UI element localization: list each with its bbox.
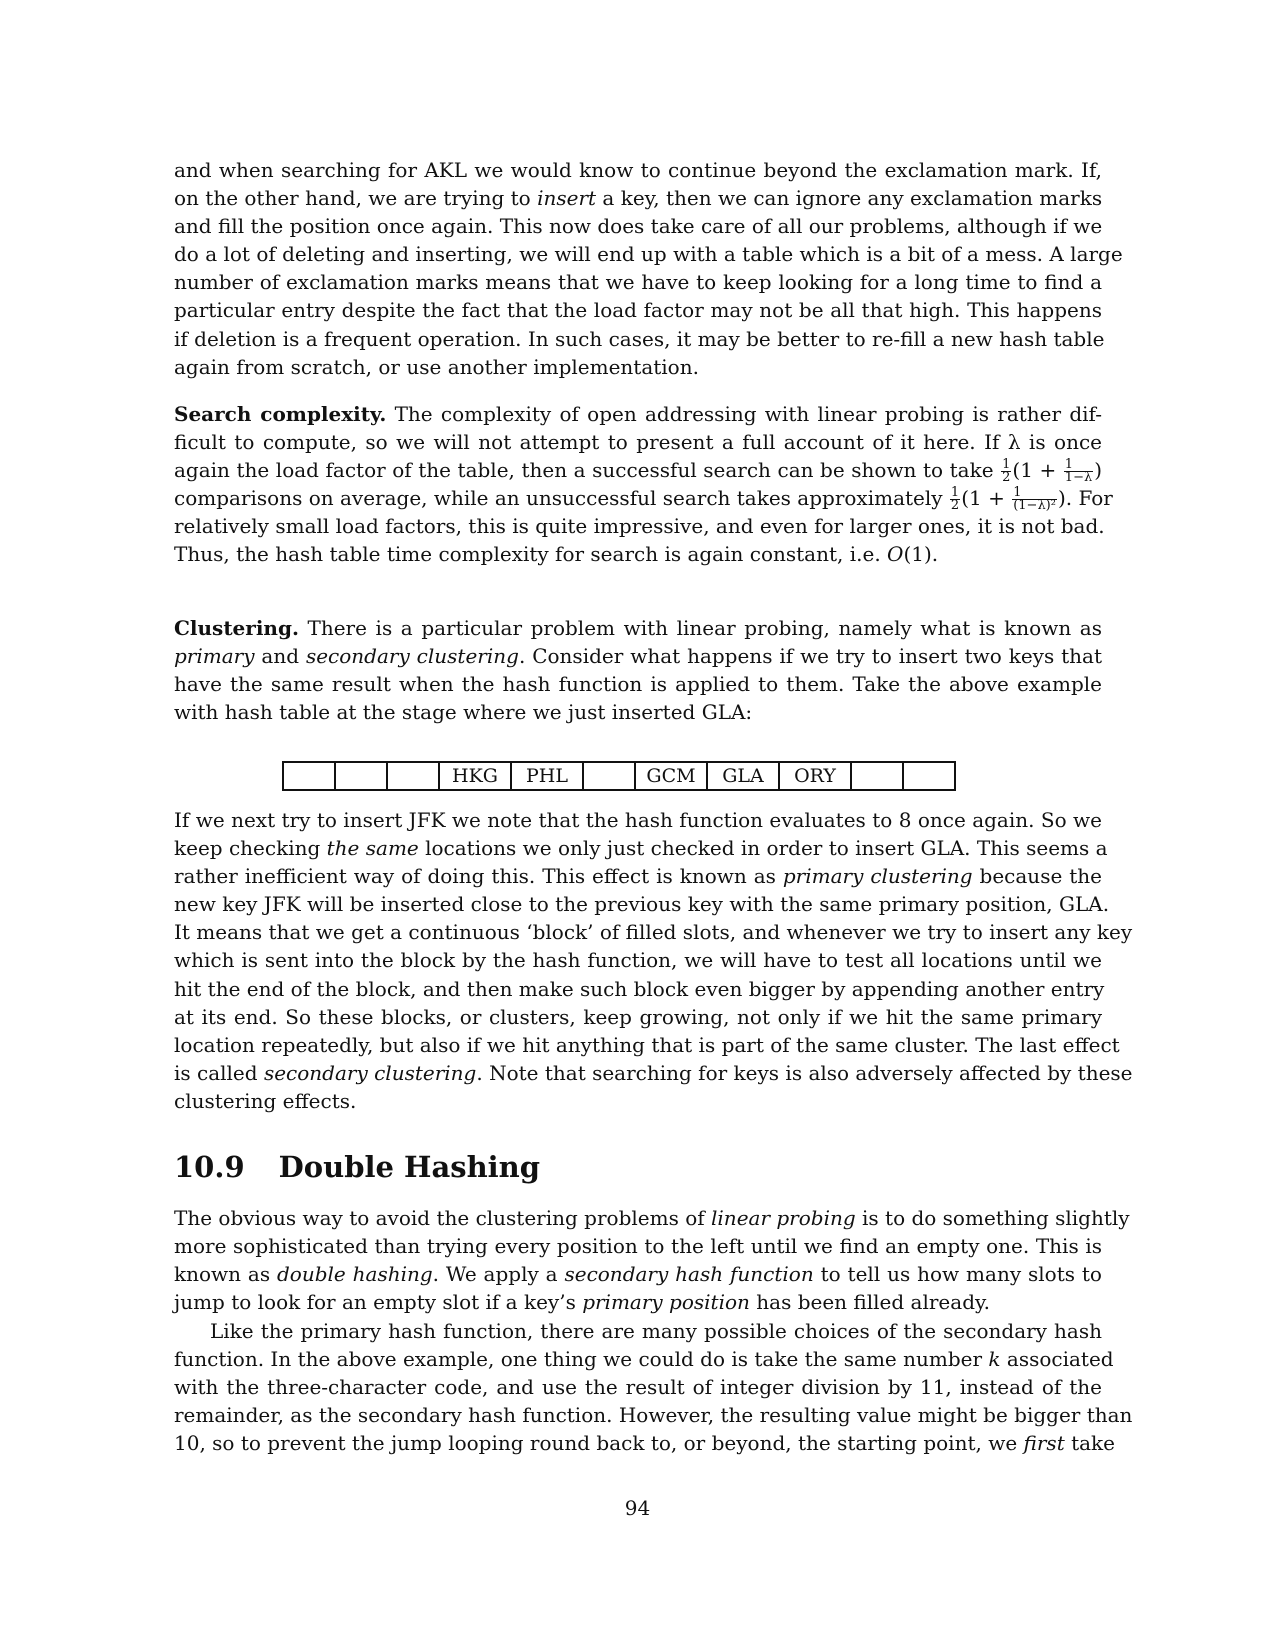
table-cell	[903, 762, 955, 790]
table-cell	[851, 762, 903, 790]
table-cell	[283, 762, 335, 790]
text-line: again the load factor of the table, then a successful search can be shown to take $\frac{1}{2}$ (1 + $\frac{1}{1-\lambda}$ )	[174, 457, 1103, 486]
text-line: again from scratch, or use another implementation.	[174, 354, 699, 379]
text-line: with the three-character code, and use the result of integer division by 11, instead of the	[174, 1375, 1102, 1400]
text-line: have the same result when the hash function is applied to them. Take the above example	[174, 672, 1102, 697]
text-line: with hash table at the stage where we just inserted GLA:	[174, 700, 753, 725]
section-heading	[174, 1150, 540, 1184]
hash-table	[282, 761, 956, 791]
section-number: 10.9	[174, 1150, 245, 1184]
text-line: at its end. So these blocks, or clusters, keep growing, not only if we hit the same primary	[174, 1004, 1102, 1029]
text-line: If we next try to insert JFK we note that the hash function evaluates to 8 once again. So we	[174, 808, 1102, 832]
run-in-heading: Search complexity.	[174, 402, 387, 426]
text-line: and fill the position once again. This now does take care of all our problems, although if we	[174, 214, 1103, 239]
text-line: and when searching for AKL we would know to continue beyond the exclamation mark. If,	[174, 158, 1102, 182]
text-line: known as double hashing. We apply a secondary hash function to tell us how many slots to	[174, 1262, 1102, 1287]
text-line: which is sent into the block by the hash function, we will have to test all locations until we	[174, 948, 1102, 973]
text-line: relatively small load factors, this is quite impressive, and even for larger ones, it is not bad.	[174, 514, 1105, 539]
text-line: number of exclamation marks means that we have to keep looking for a long time to find a	[174, 270, 1102, 295]
text-line: comparisons on average, while an unsuccessful search takes approximately $\frac{1}{2}$ (1 + $\frac{1}{\text{(1−λ)²}}$ ). For	[174, 485, 1113, 514]
section-title: Double Hashing	[278, 1150, 541, 1184]
fraction: $\frac{1}{2}$	[950, 485, 960, 514]
text-line: Clustering. There is a particular problem with linear probing, namely what is known as	[174, 616, 1102, 640]
text-line: rather inefficient way of doing this. This effect is known as primary clustering because the	[174, 864, 1102, 889]
fraction: $\frac{1}{1-\lambda}$	[1064, 457, 1093, 486]
table-cell	[387, 762, 439, 790]
text-line: Thus, the hash table time complexity for search is again constant, i.e. O(1).	[174, 542, 939, 567]
paragraph-deletion	[174, 156, 1123, 381]
table-cell: ORY	[779, 762, 851, 790]
text-line: jump to look for an empty slot if a key’s primary position has been filled already.	[174, 1290, 990, 1315]
paragraph-secondary-hash	[174, 1317, 1133, 1457]
text-line: The obvious way to avoid the clustering problems of linear probing is to do something slightly	[174, 1206, 1130, 1230]
text-line: more sophisticated than trying every position to the left until we find an empty one. This is	[174, 1234, 1102, 1259]
table-cell: HKG	[439, 762, 511, 790]
text-line: clustering effects.	[174, 1088, 357, 1113]
text-line: on the other hand, we are trying to insert a key, then we can ignore any exclamation marks	[174, 186, 1103, 211]
text-line: hit the end of the block, and then make such block even bigger by appending another entry	[174, 976, 1105, 1001]
paragraph-clustering	[174, 614, 1102, 726]
text-line: ficult to compute, so we will not attempt to present a full account of it here. If λ is once	[174, 430, 1102, 455]
text-line: keep checking the same locations we only just checked in order to insert GLA. This seems a	[174, 836, 1108, 861]
table-cell	[583, 762, 635, 790]
fraction: $\frac{1}{\text{(1−λ)²}}$	[1013, 485, 1056, 514]
table-row	[283, 762, 955, 790]
text-line: It means that we get a continuous ‘block’ of filled slots, and whenever we try to insert any key	[174, 920, 1133, 945]
text-line: location repeatedly, but also if we hit anything that is part of the same cluster. The last effect	[174, 1032, 1120, 1057]
page-number: 94	[624, 1496, 651, 1520]
paragraph-search-complexity	[174, 400, 1113, 569]
text-line: Like the primary hash function, there are many possible choices of the secondary hash	[210, 1319, 1102, 1343]
text-line: if deletion is a frequent operation. In such cases, it may be better to re-fill a new hash table	[174, 326, 1105, 351]
paragraph-double-hashing	[174, 1204, 1130, 1316]
fraction: $\frac{1}{2}$	[1002, 457, 1011, 486]
table-cell: PHL	[511, 762, 583, 790]
table-cell: GLA	[707, 762, 779, 790]
text-line: particular entry despite the fact that the load factor may not be all that high. This happens	[174, 298, 1102, 323]
text-line: primary and secondary clustering. Consider what happens if we try to insert two keys that	[174, 644, 1103, 669]
text-line: do a lot of deleting and inserting, we will end up with a table which is a bit of a mess. A large	[174, 242, 1123, 267]
text-line: 10, so to prevent the jump looping round back to, or beyond, the starting point, we first take	[174, 1431, 1116, 1456]
table-cell	[335, 762, 387, 790]
text-line: Search complexity. The complexity of open addressing with linear probing is rather dif-	[174, 402, 1102, 426]
paragraph-primary-clustering	[174, 806, 1133, 1115]
table-cell: GCM	[635, 762, 707, 790]
text-line: new key JFK will be inserted close to the previous key with the same primary position, GLA.	[174, 892, 1110, 917]
text-line: remainder, as the secondary hash function. However, the resulting value might be bigger than	[174, 1403, 1133, 1428]
text-line: function. In the above example, one thing we could do is take the same number k associated	[174, 1347, 1114, 1372]
text-line: is called secondary clustering. Note that searching for keys is also adversely affected by these	[174, 1060, 1133, 1085]
run-in-heading: Clustering.	[174, 616, 299, 640]
